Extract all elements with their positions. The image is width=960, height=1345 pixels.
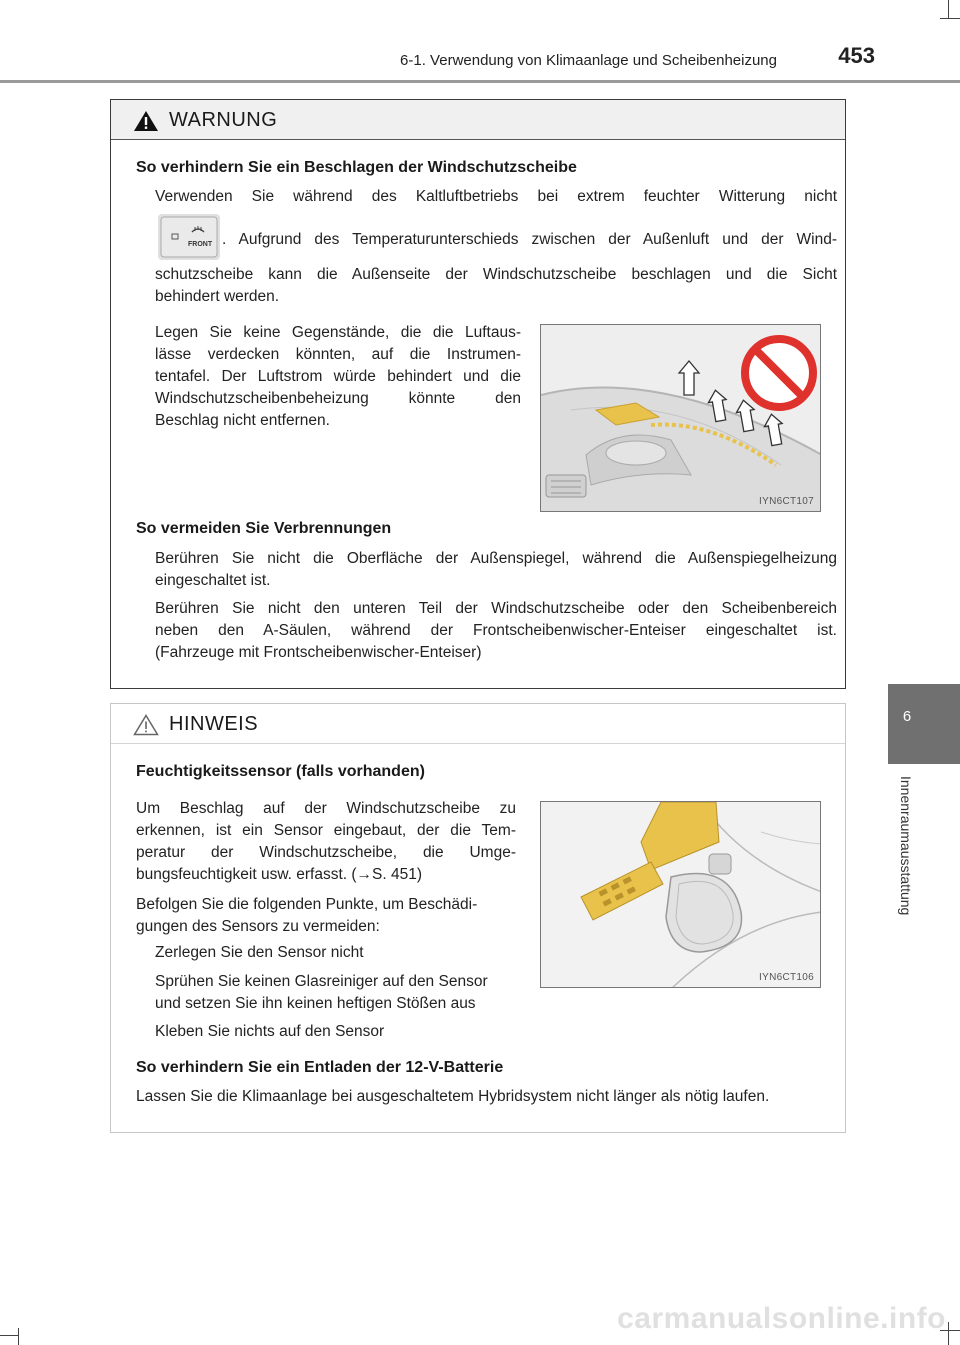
warning-text-line: lässe verdecken könnten, auf die Instrumen- [155,346,521,363]
warning-text-line: eingeschaltet ist. [155,572,271,589]
warning-text-line: behindert werden. [155,288,280,305]
warning-text-line: neben den A-Säulen, während der Frontscheibenwischer-Enteiser eingeschaltet ist. [155,622,837,639]
warning-text-line: Legen Sie keine Gegenstände, die die Luftaus- [155,324,521,341]
bullet-icon [138,1027,148,1037]
warning-heading-fog: So verhindern Sie ein Beschlagen der Windschutzscheibe [118,159,577,177]
illustration-code: IYN6CT106 [759,972,814,983]
square-bullet-icon [118,1061,128,1071]
note-text-line: Um Beschlag auf der Windschutzscheibe zu [136,800,516,817]
sensor-illustration [540,801,821,988]
warning-text-line: . Aufgrund des Temperaturunterschieds zwischen der Außenluft und der Wind- [222,231,837,248]
chapter-tab [888,684,960,764]
warning-text-line: tentafel. Der Luftstrom würde behindert und die [155,368,521,385]
square-bullet-icon [118,522,128,532]
bullet-icon [138,192,148,202]
crop-mark [18,1328,19,1345]
note-heading-sensor: Feuchtigkeitssensor (falls vorhanden) [118,763,425,781]
warning-text-line: Verwenden Sie während des Kaltluftbetriebs bei extrem feuchter Witterung nicht [155,188,837,205]
note-text-line: erkennen, ist ein Sensor eingebaut, der die Tem- [136,822,516,839]
dashboard-vent-graphic [541,325,821,512]
page-number: 453 [838,43,875,68]
header-rule [0,80,960,83]
warning-title: WARNUNG [169,109,278,131]
dashboard-vent-illustration [540,324,821,512]
note-text-line: peratur der Windschutzscheibe, die Umge- [136,844,516,861]
button-label: FRONT [188,241,213,248]
note-text-line: bungsfeuchtigkeit usw. erfasst. (→S. 451) [136,866,423,883]
caution-triangle-icon [133,714,159,736]
chapter-label-text: Innenraumausstattung [898,776,914,916]
crop-mark [0,1335,18,1336]
square-bullet-icon [118,161,128,171]
crop-mark [940,18,960,19]
note-text-line: Sprühen Sie keinen Glasreiniger auf den Sensor [155,973,488,990]
note-text-line: Zerlegen Sie den Sensor nicht [155,944,364,961]
warning-text-line: (Fahrzeuge mit Frontscheibenwischer-Enteiser) [155,644,482,661]
warning-text-line: Beschlag nicht entfernen. [155,412,330,429]
chapter-number: 6 [902,708,912,725]
bullet-icon [138,948,148,958]
note-text-line: und setzen Sie ihn keinen heftigen Stößen aus [155,995,476,1012]
warning-text-line: Windschutzscheibenbeheizung könnte den [155,390,521,407]
defroster-button-icon [158,214,220,260]
warning-text-line: Berühren Sie nicht die Oberfläche der Außenspiegel, während die Außenspiegelheizung [155,550,837,567]
note-text-line: gungen des Sensors zu vermeiden: [136,918,380,935]
crop-mark [948,0,949,18]
section-title: 6-1. Verwendung von Klimaanlage und Scheibenheizung [400,52,777,69]
note-text-line: Lassen Sie die Klimaanlage bei ausgeschaltetem Hybridsystem nicht länger als nötig laufen. [136,1088,770,1105]
bullet-icon [138,604,148,614]
note-title: HINWEIS [169,713,259,735]
defroster-button-graphic [158,214,220,260]
note-header [111,704,845,744]
chapter-label [888,776,924,956]
note-text-line: Befolgen Sie die folgenden Punkte, um Beschädi- [136,896,478,913]
illustration-code: IYN6CT107 [759,496,814,507]
note-text-line: Kleben Sie nichts auf den Sensor [155,1023,385,1040]
bullet-icon [138,328,148,338]
warning-text-line: Berühren Sie nicht den unteren Teil der Windschutzscheibe oder den Scheibenbereich [155,600,837,617]
bullet-icon [138,977,148,987]
warning-triangle-icon [133,110,159,132]
note-heading-battery: So verhindern Sie ein Entladen der 12-V-Batterie [118,1059,503,1077]
crop-mark [948,1322,949,1345]
sensor-graphic [541,802,821,988]
watermark: carmanualsonline.info [617,1302,946,1335]
bullet-icon [138,554,148,564]
square-bullet-icon [118,765,128,775]
warning-header [111,100,845,140]
warning-text-line: schutzscheibe kann die Außenseite der Windschutzscheibe beschlagen und die Sicht [155,266,837,283]
warning-heading-burns: So vermeiden Sie Verbrennungen [118,520,391,538]
